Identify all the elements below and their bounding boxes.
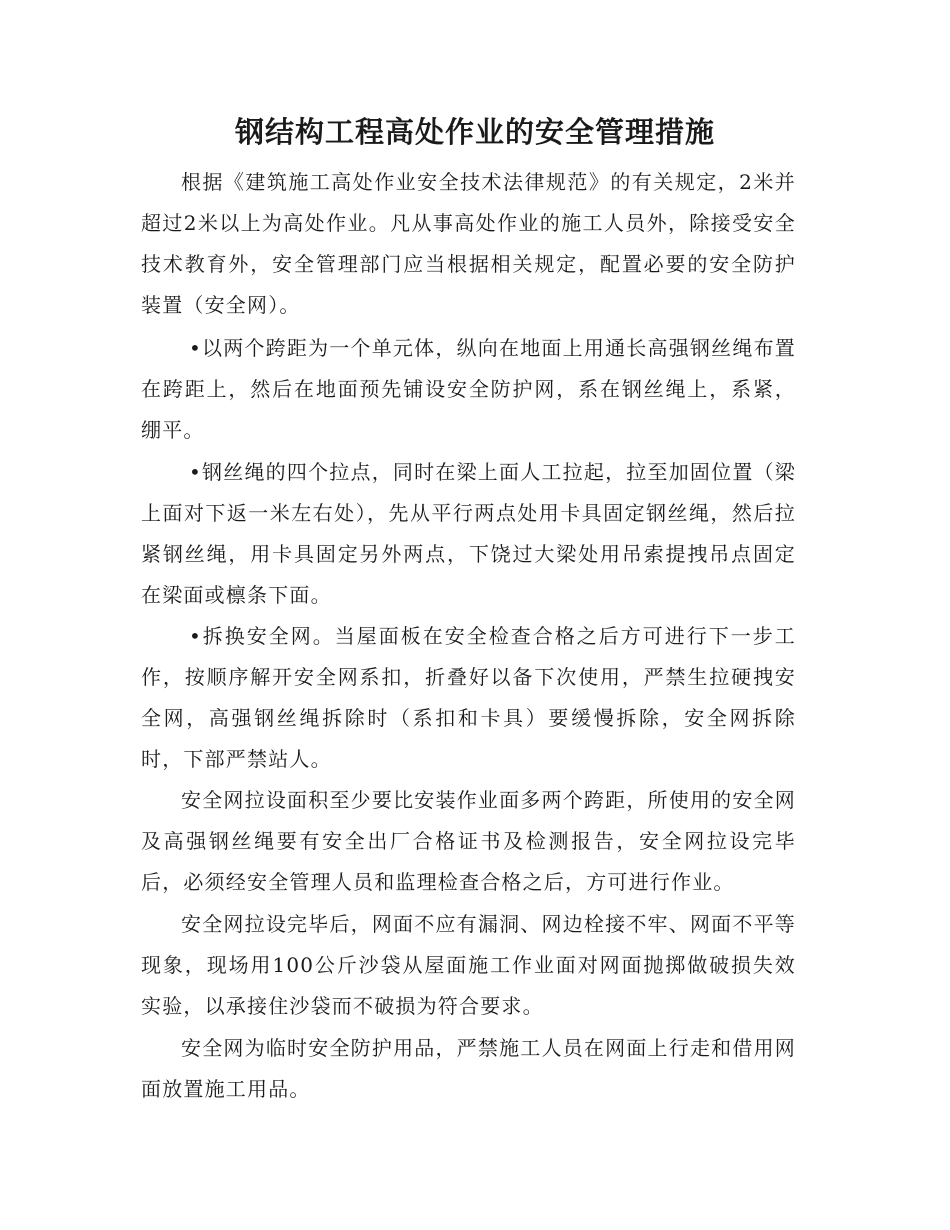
paragraph-net-usage: 安全网为临时安全防护用品，严禁施工人员在网面上行走和借用网面放置施工用品。	[141, 1036, 796, 1101]
paragraph-bullet-3: •拆换安全网。当屋面板在安全检查合格之后方可进行下一步工作，按顺序解开安全网系扣，折叠好以备下次使用，严禁生拉硬拽安全网，高强钢丝绳拆除时（系扣和卡具）要缓慢拆除，安全网拆除时，下部严禁站人。	[141, 624, 796, 771]
paragraph-bullet-1: •以两个跨距为一个单元体，纵向在地面上用通长高强钢丝绳布置在跨距上，然后在地面预先铺设安全防护网，系在钢丝绳上，系紧，绷平。	[141, 336, 796, 442]
paragraph-net-area: 安全网拉设面积至少要比安装作业面多两个跨距，所使用的安全网及高强钢丝绳要有安全出厂合格证书及检测报告，安全网拉设完毕后，必须经安全管理人员和监理检查合格之后，方可进行作业。	[141, 788, 796, 894]
paragraph-bullet-2: •钢丝绳的四个拉点，同时在梁上面人工拉起，拉至加固位置（梁上面对下返一米左右处），先从平行两点处用卡具固定钢丝绳，然后拉紧钢丝绳，用卡具固定另外两点，下饶过大梁处用吊索提拽吊点固定在梁面或檩条下面。	[141, 460, 796, 607]
document-title: 钢结构工程高处作业的安全管理措施	[234, 115, 715, 149]
paragraph-intro: 根据《建筑施工高处作业安全技术法律规范》的有关规定，2米并超过2米以上为高处作业。凡从事高处作业的施工人员外，除接受安全技术教育外，安全管理部门应当根据相关规定，配置必要的安全防护装置（安全网）。	[141, 170, 796, 317]
paragraph-net-inspection: 安全网拉设完毕后，网面不应有漏洞、网边栓接不牢、网面不平等现象，现场用100公斤沙袋从屋面施工作业面对网面抛掷做破损失效实验，以承接住沙袋而不破损为符合要求。	[141, 912, 796, 1018]
